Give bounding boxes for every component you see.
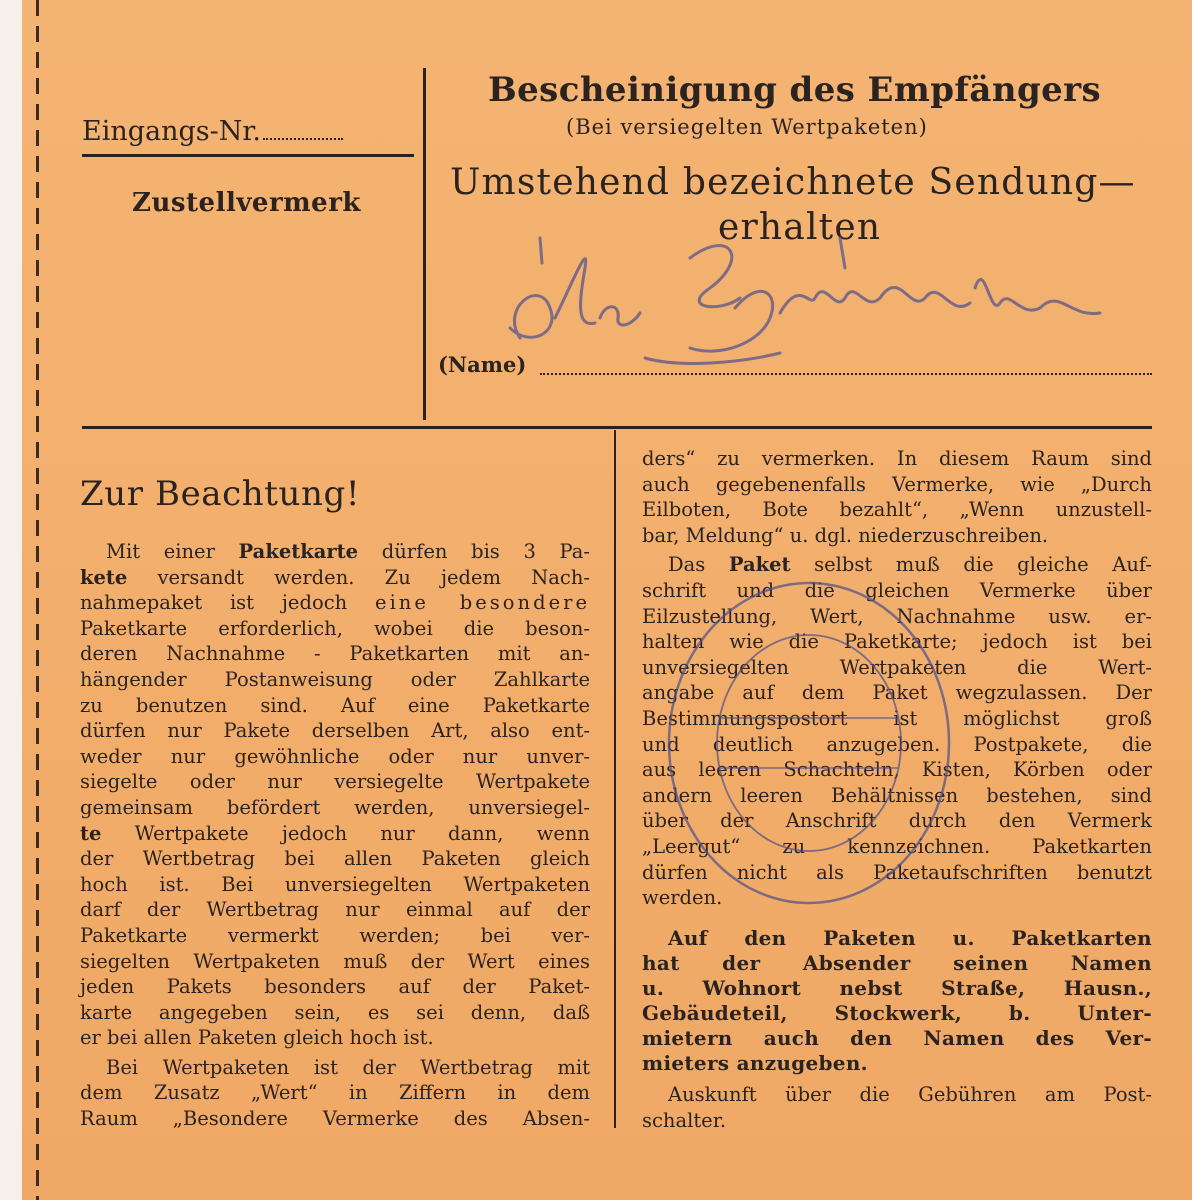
empfaenger-subtitle: (Bei versiegelten Wertpaketen) — [566, 115, 928, 139]
text-line: hat der Absender seinen Namen — [642, 951, 1152, 975]
eingang-underline — [82, 154, 414, 157]
text-line: Mit einer Paketkarte dürfen bis 3 Pa- — [106, 540, 590, 563]
umstehend-line1: Umstehend bezeichnete Sendung— — [450, 162, 1136, 203]
beachtung-title: Zur Beachtung! — [80, 474, 361, 514]
text-line: der Wertbetrag bei allen Paketen gleich — [80, 847, 590, 871]
absender-notice — [642, 926, 1152, 1076]
text-line: bar, Meldung“ u. dgl. niederzuschreiben. — [642, 523, 1049, 547]
text-line: Auskunft über die Gebühren am Post- — [668, 1083, 1152, 1106]
text-line: zu benutzen sind. Auf eine Paketkarte — [80, 693, 590, 717]
section-divider — [82, 426, 1152, 429]
text-line: Eilboten, Bote bezahlt“, „Wenn unzustell- — [642, 498, 1152, 522]
name-blank — [540, 373, 1152, 375]
text-line: Auf den Paketen u. Paketkarten — [668, 926, 1152, 950]
text-line: karte angegeben sein, es sei denn, daß — [80, 1000, 590, 1024]
text-line: unversiegelten Wertpaketen die Wert- — [642, 655, 1152, 679]
text-line: kete versandt werden. Zu jedem Nach- — [80, 565, 590, 589]
eingangs-nr-field — [82, 116, 412, 147]
text-line: er bei allen Paketen gleich hoch ist. — [80, 1026, 434, 1050]
text-line: Bei Wertpaketen ist der Wertbetrag mit — [106, 1055, 590, 1079]
auskunft-text — [642, 1082, 1152, 1133]
text-line: werden. — [642, 886, 723, 910]
handwritten-signature — [480, 218, 1140, 398]
text-line: Das Paket selbst muß die gleiche Auf- — [668, 553, 1152, 577]
text-line: dürfen nur Pakete derselben Art, also ent- — [80, 719, 590, 743]
eingangs-nr-blank — [263, 138, 343, 140]
text-line: siegelte oder nur versiegelte Wertpakete — [80, 770, 590, 794]
top-divider — [423, 68, 426, 420]
text-line: schrift und die gleichen Vermerke über — [642, 578, 1152, 602]
tear-line — [36, 0, 39, 1200]
text-line: Gebäudeteil, Stockwerk, b. Unter- — [642, 1001, 1152, 1025]
text-line: aus leeren Schachteln, Kisten, Körben oder — [642, 758, 1152, 782]
text-line: gemeinsam befördert werden, unversiegel- — [80, 795, 590, 819]
text-line: mieters anzugeben. — [642, 1051, 868, 1075]
text-line: angabe auf dem Paket wegzulassen. Der — [642, 681, 1152, 705]
text-line: halten wie die Paketkarte; jedoch ist bei — [642, 630, 1152, 654]
umstehend-line2: erhalten — [718, 207, 882, 248]
text-line: Paketkarte erforderlich, wobei die beson- — [80, 616, 590, 640]
text-line: siegelten Wertpaketen muß der Wert eines — [80, 949, 590, 973]
name-label: (Name) — [438, 352, 527, 377]
text-line: te Wertpakete jedoch nur dann, wenn — [80, 821, 590, 845]
text-line: deren Nachnahme - Paketkarten mit an- — [80, 642, 590, 666]
text-line: Paketkarte vermerkt werden; bei ver- — [80, 923, 590, 947]
text-line: andern leeren Behältnissen bestehen, sind — [642, 783, 1152, 807]
text-line: dem Zusatz „Wert“ in Ziffern in dem — [80, 1081, 590, 1105]
text-line: über der Anschrift durch den Vermerk — [642, 809, 1152, 833]
text-line: weder nur gewöhnliche oder nur unver- — [80, 744, 590, 768]
text-line: auch gegebenenfalls Vermerke, wie „Durch — [642, 472, 1152, 496]
text-line: schalter. — [642, 1108, 727, 1132]
text-line: jeden Pakets besonders auf der Paket- — [80, 975, 590, 999]
text-line: nahmepaket ist jedoch eine besondere — [80, 591, 590, 615]
column-divider — [614, 430, 616, 1128]
postmark-stamp — [664, 578, 954, 908]
text-line: ders“ zu vermerken. In diesem Raum sind — [642, 447, 1152, 470]
text-line: und deutlich anzugeben. Postpakete, die — [642, 732, 1152, 756]
text-line: Eilzustellung, Wert, Nachnahme usw. er- — [642, 604, 1152, 628]
text-line: Bestimmungspostort ist möglichst groß — [642, 706, 1152, 730]
text-line: darf der Wertbetrag nur einmal auf der — [80, 898, 590, 922]
perforated-edge — [0, 0, 22, 1200]
text-line: hoch ist. Bei unversiegelten Wertpaketen — [80, 872, 590, 896]
text-line: mietern auch den Namen des Ver- — [642, 1026, 1152, 1050]
text-line: Raum „Besondere Vermerke des Absen- — [80, 1107, 590, 1131]
text-line: dürfen nicht als Paketaufschriften benutzt — [642, 860, 1152, 884]
text-line: hängender Postanweisung oder Zahlkarte — [80, 667, 590, 691]
beachtung-text — [80, 539, 590, 1132]
text-line: „Leergut“ zu kennzeichnen. Paketkarten — [642, 834, 1152, 858]
eingangs-nr-label: Eingangs-Nr. — [82, 116, 261, 147]
text-line: u. Wohnort nebst Straße, Hausn., — [642, 976, 1152, 1000]
zustellvermerk-label: Zustellvermerk — [132, 188, 361, 218]
empfaenger-title: Bescheinigung des Empfängers — [488, 70, 1102, 110]
